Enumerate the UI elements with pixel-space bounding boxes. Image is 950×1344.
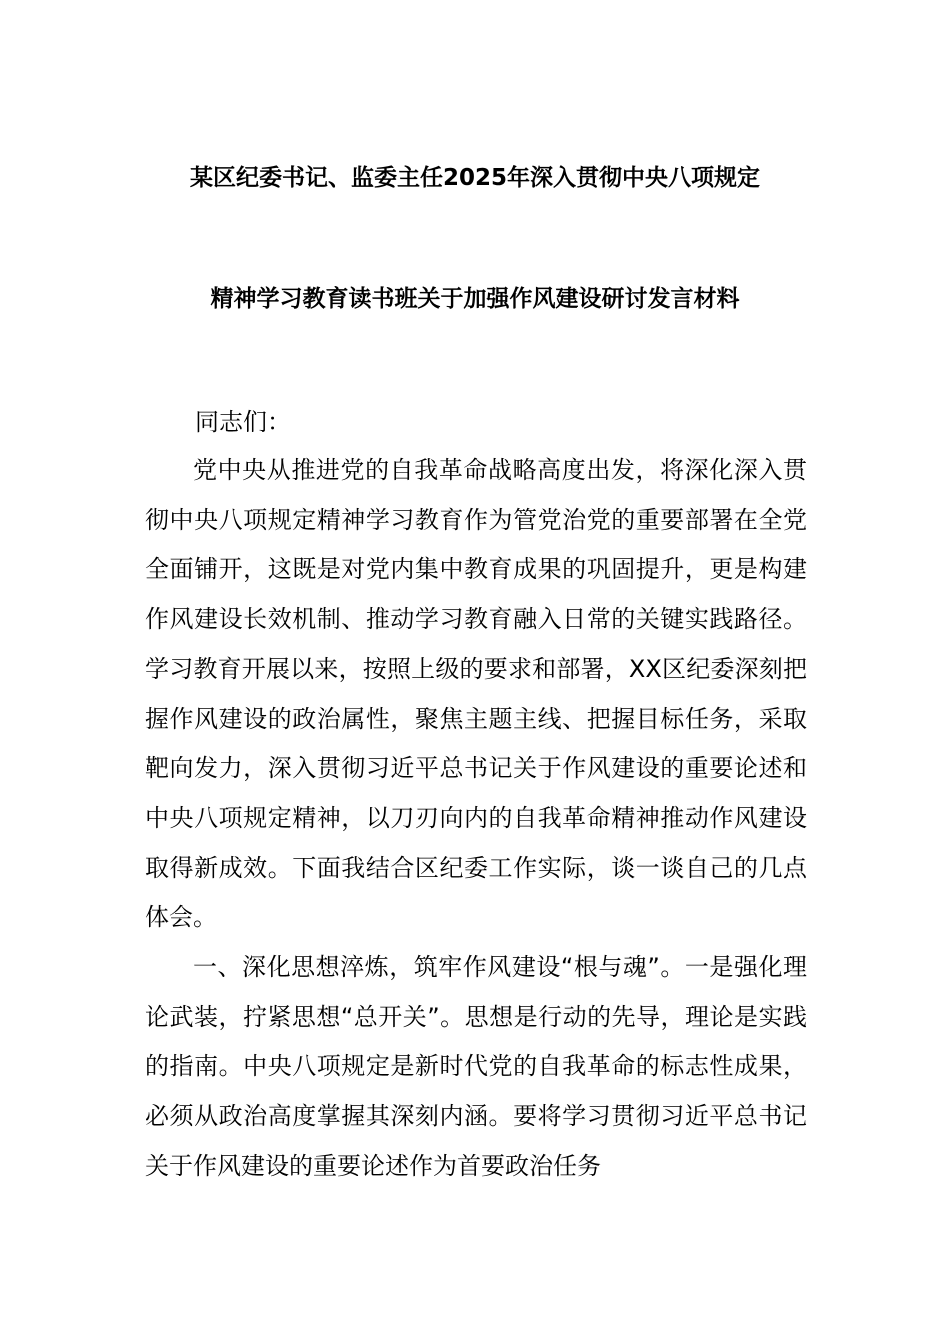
document-title-line-2: 精神学习教育读书班关于加强作风建设研讨发言材料 (210, 286, 740, 312)
document-title-line-1: 某区纪委书记、监委主任2025年深入贯彻中央八项规定 (189, 165, 760, 191)
salutation: 同志们： (195, 408, 291, 436)
body-paragraph: 党中央从推进党的自我革命战略高度出发，将深化深入贯彻中央八项规定精神学习教育作为管党治党的重要部署在全党全面铺开，这既是对党内集中教育成果的巩固提升，更是构建作风建设长效机制、推动学习教育融入日常的关键实践路径。学习教育开展以来，按照上级的要求和部署，XX区纪委深刻把握作风建设的政治属性，聚焦主题主线、把握目标任务，采取靶向发力，深入贯彻习近平总书记关于作风建设的重要论述和中央八项规定精神，以刀刃向内的自我革命精神推动作风建设取得新成效。下面我结合区纪委工作实际，谈一谈自己的几点体会。 (145, 456, 807, 932)
body-paragraph: 一、深化思想淬炼，筑牢作风建设“根与魂”。一是强化理论武装，拧紧思想“总开关”。思想是行动的先导，理论是实践的指南。中央八项规定是新时代党的自我革命的标志性成果，必须从政治高度掌握其深刻内涵。要将学习贯彻习近平总书记关于作风建设的重要论述作为首要政治任务 (145, 953, 807, 1180)
document-body (145, 446, 807, 1192)
